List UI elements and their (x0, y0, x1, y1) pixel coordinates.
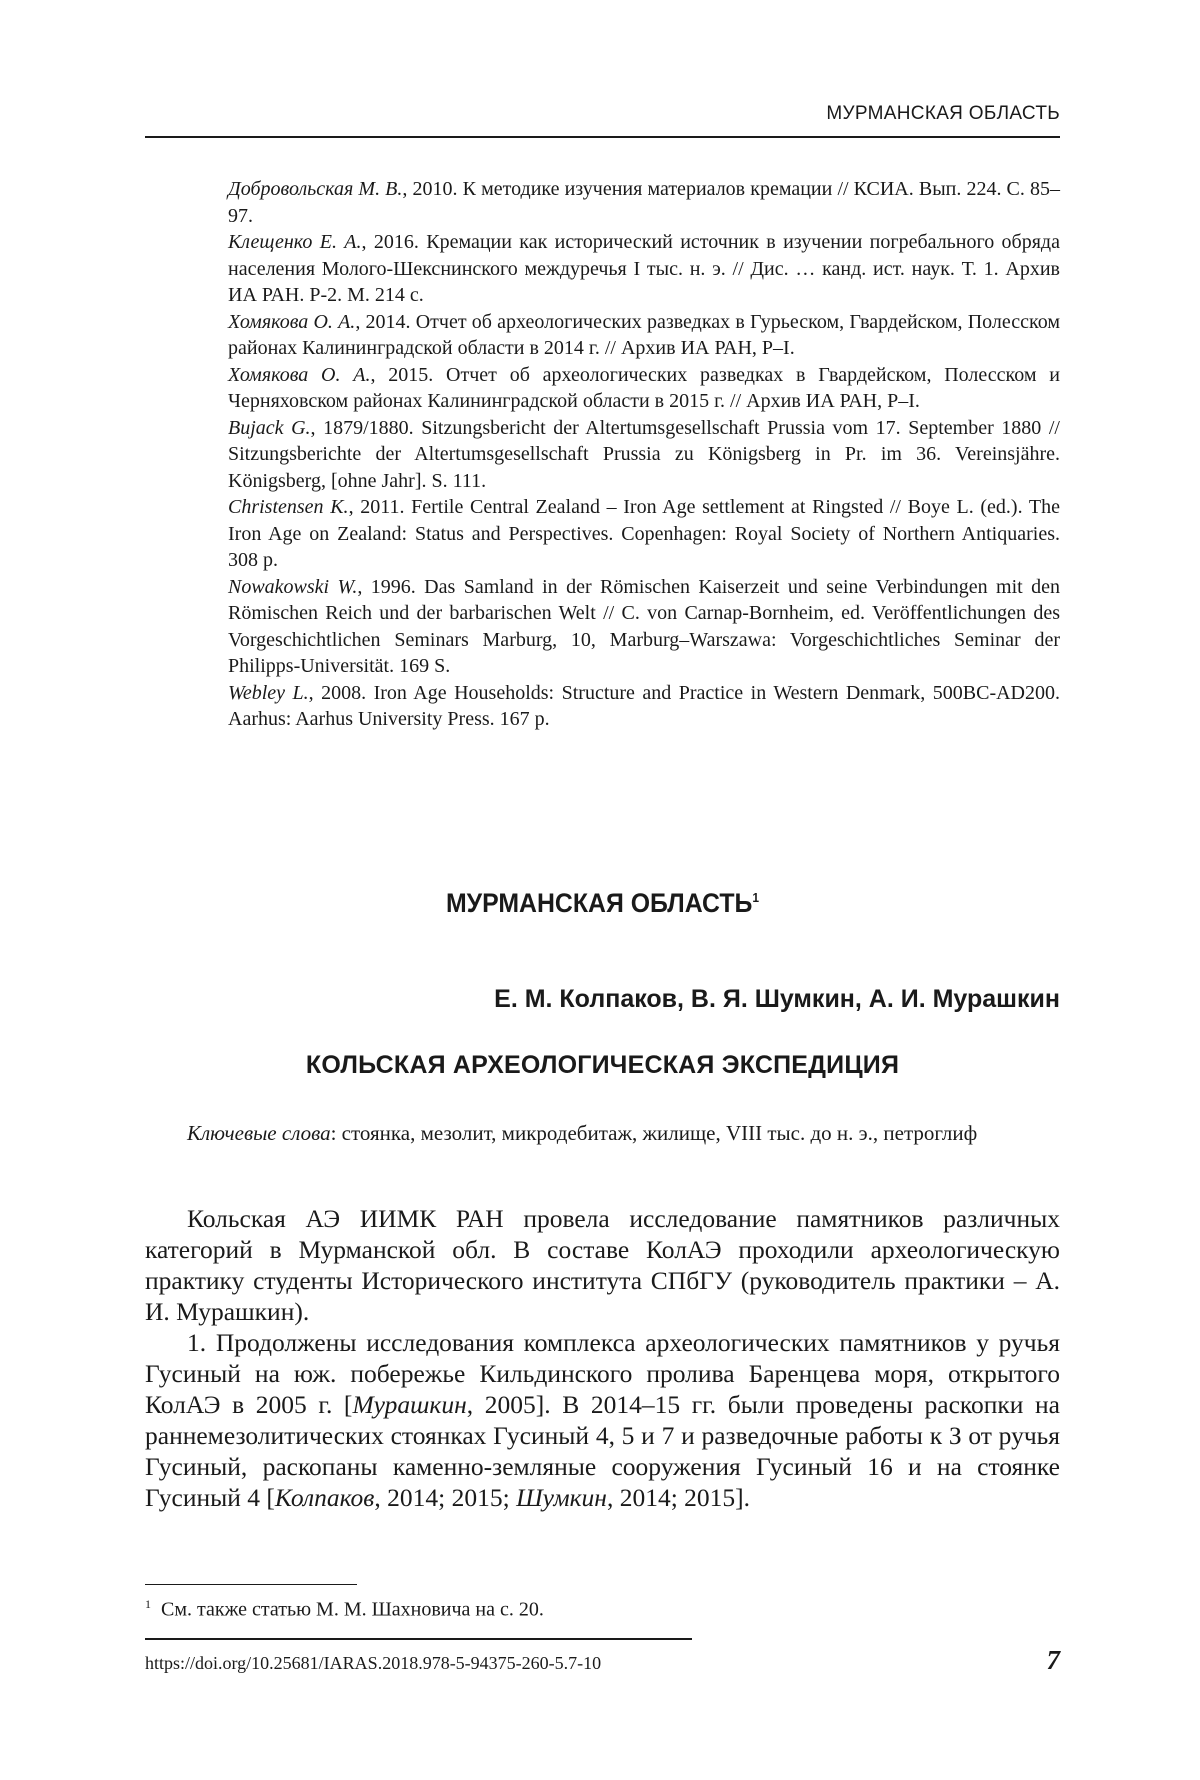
footnote (145, 1597, 1060, 1622)
reference-item (228, 362, 1060, 415)
reference-item (228, 574, 1060, 680)
section-title (182, 888, 1024, 919)
reference-text: , 1996. Das Samland in der Römischen Kaiserzeit und seine Verbindungen mit den Römischen Reich und der barbarischen Welt // C. von Carnap-Bornheim, ed. Veröffentlichungen des Vorgeschichtlichen Seminars Marburg, 10, Marburg–Warszawa: Vorgeschichtliches Seminar der Philipps-Universität. 169 S. (228, 575, 1061, 677)
body-text-segment: 1. Продолжены исследования комплекса археологических памятников у ручья Гусиный на юж. побережье Кильдинского пролива Баренцева моря, открытого КолАЭ в 2005 г. [ (145, 1328, 1060, 1419)
keywords-label: Ключевые слова (187, 1121, 331, 1145)
reference-item (228, 680, 1060, 733)
citation-author: Колпаков (274, 1483, 375, 1512)
reference-author: Nowakowski W. (228, 575, 358, 598)
citation-author: Мурашкин (352, 1390, 467, 1419)
article-title: КОЛЬСКАЯ АРХЕОЛОГИЧЕСКАЯ ЭКСПЕДИЦИЯ (305, 1051, 900, 1079)
article-authors: Е. М. Колпаков, В. Я. Шумкин, А. И. Мурашкин (494, 985, 1060, 1013)
footnote-mark: 1 (145, 1597, 151, 1611)
body-text-segment: , 2005]. В 2014–15 гг. были проведены раскопки на раннемезолитических стоянках Гусиный 4, 5 и 7 и разведочные работы к З от ручья Гусиный, раскопаны каменно-земляные сооружения Гусиный 16 и на стоянке Гусиный 4 [ (145, 1390, 1060, 1512)
reference-item (228, 309, 1060, 362)
section-title-text: МУРМАНСКАЯ ОБЛАСТЬ (445, 888, 753, 918)
keywords (187, 1120, 1060, 1147)
reference-text: , 1879/1880. Sitzungsbericht der Altertumsgesellschaft Prussia vom 17. September 1880 // Sitzungsberichte der Altertumsgesellschaft Prussia zu Königsberg in Pr. im 36. Vereinsjähre. Königsberg, [ohne Jahr]. S. 111. (228, 416, 1060, 492)
reference-text: , 2015. Отчет об археологических разведках в Гвардейском, Полесском и Черняховском районах Калининградской области в 2015 г. // Архив ИА РАН, Р–I. (228, 363, 1060, 412)
reference-list (228, 176, 1060, 733)
page-number: 7 (1046, 1645, 1060, 1675)
reference-author: Christensen K. (228, 496, 349, 518)
reference-text: , 2010. К методике изучения материалов кремации // КСИА. Вып. 224. С. 85–97. (228, 178, 1061, 227)
section-title-footnote-mark: 1 (752, 890, 760, 905)
reference-item (228, 494, 1060, 574)
reference-item (228, 229, 1060, 309)
keywords-text: : стоянка, мезолит, микродебитаж, жилище, VIII тыс. до н. э., петроглиф (330, 1121, 978, 1145)
reference-author: Хомякова О. А. (228, 310, 356, 333)
article-body (145, 1203, 1060, 1513)
body-paragraph-1: Кольская АЭ ИИМК РАН провела исследование памятников различных категорий в Мурманской обл. В составе КолАЭ проходили археологическую практику студенты Исторического института СПбГУ (руководитель практики – А. И. Мурашкин). (145, 1204, 1060, 1326)
body-text-segment: , 2014; 2015; (374, 1483, 517, 1512)
reference-author: Клещенко Е. А. (228, 231, 362, 253)
reference-text: , 2014. Отчет об археологических разведках в Гурьеском, Гвардейском, Полесском районах Калининградской области в 2014 г. // Архив ИА РАН, Р–I. (228, 310, 1060, 359)
reference-author: Хомякова О. А. (228, 363, 371, 386)
reference-author: Добровольская М. В. (228, 178, 403, 200)
body-text-segment: , 2014; 2015]. (606, 1483, 751, 1512)
footnote-rule (145, 1584, 357, 1585)
reference-author: Webley L. (228, 681, 309, 704)
doi-link[interactable]: https://doi.org/10.25681/IARAS.2018.978-5-94375-260-5.7-10 (145, 1653, 602, 1673)
header-rule (145, 136, 1060, 138)
running-header: МУРМАНСКАЯ ОБЛАСТЬ (826, 103, 1060, 124)
body-paragraph-2 (145, 1327, 1060, 1513)
footnote-text: См. также статью М. М. Шахновича на с. 20. (161, 1598, 544, 1621)
reference-text: , 2011. Fertile Central Zealand – Iron Age settlement at Ringsted // Boye L. (ed.). The Iron Age on Zealand: Status and Perspectives. Copenhagen: Royal Society of Northern Antiquaries. 308 p. (228, 496, 1060, 571)
reference-item (228, 415, 1060, 495)
reference-item (228, 176, 1060, 229)
footer-rule (145, 1638, 692, 1640)
reference-text: , 2008. Iron Age Households: Structure and Practice in Western Denmark, 500BC-AD200. Aarhus: Aarhus University Press. 167 p. (228, 681, 1060, 730)
reference-author: Bujack G. (228, 416, 311, 439)
reference-text: , 2016. Кремации как исторический источник в изучении погребального обряда населения Молого-Шекснинского междуречья I тыс. н. э. // Дис. … канд. ист. наук. Т. 1. Архив ИА РАН. Р-2. М. 214 с. (228, 231, 1060, 306)
citation-author: Шумкин (516, 1483, 607, 1512)
